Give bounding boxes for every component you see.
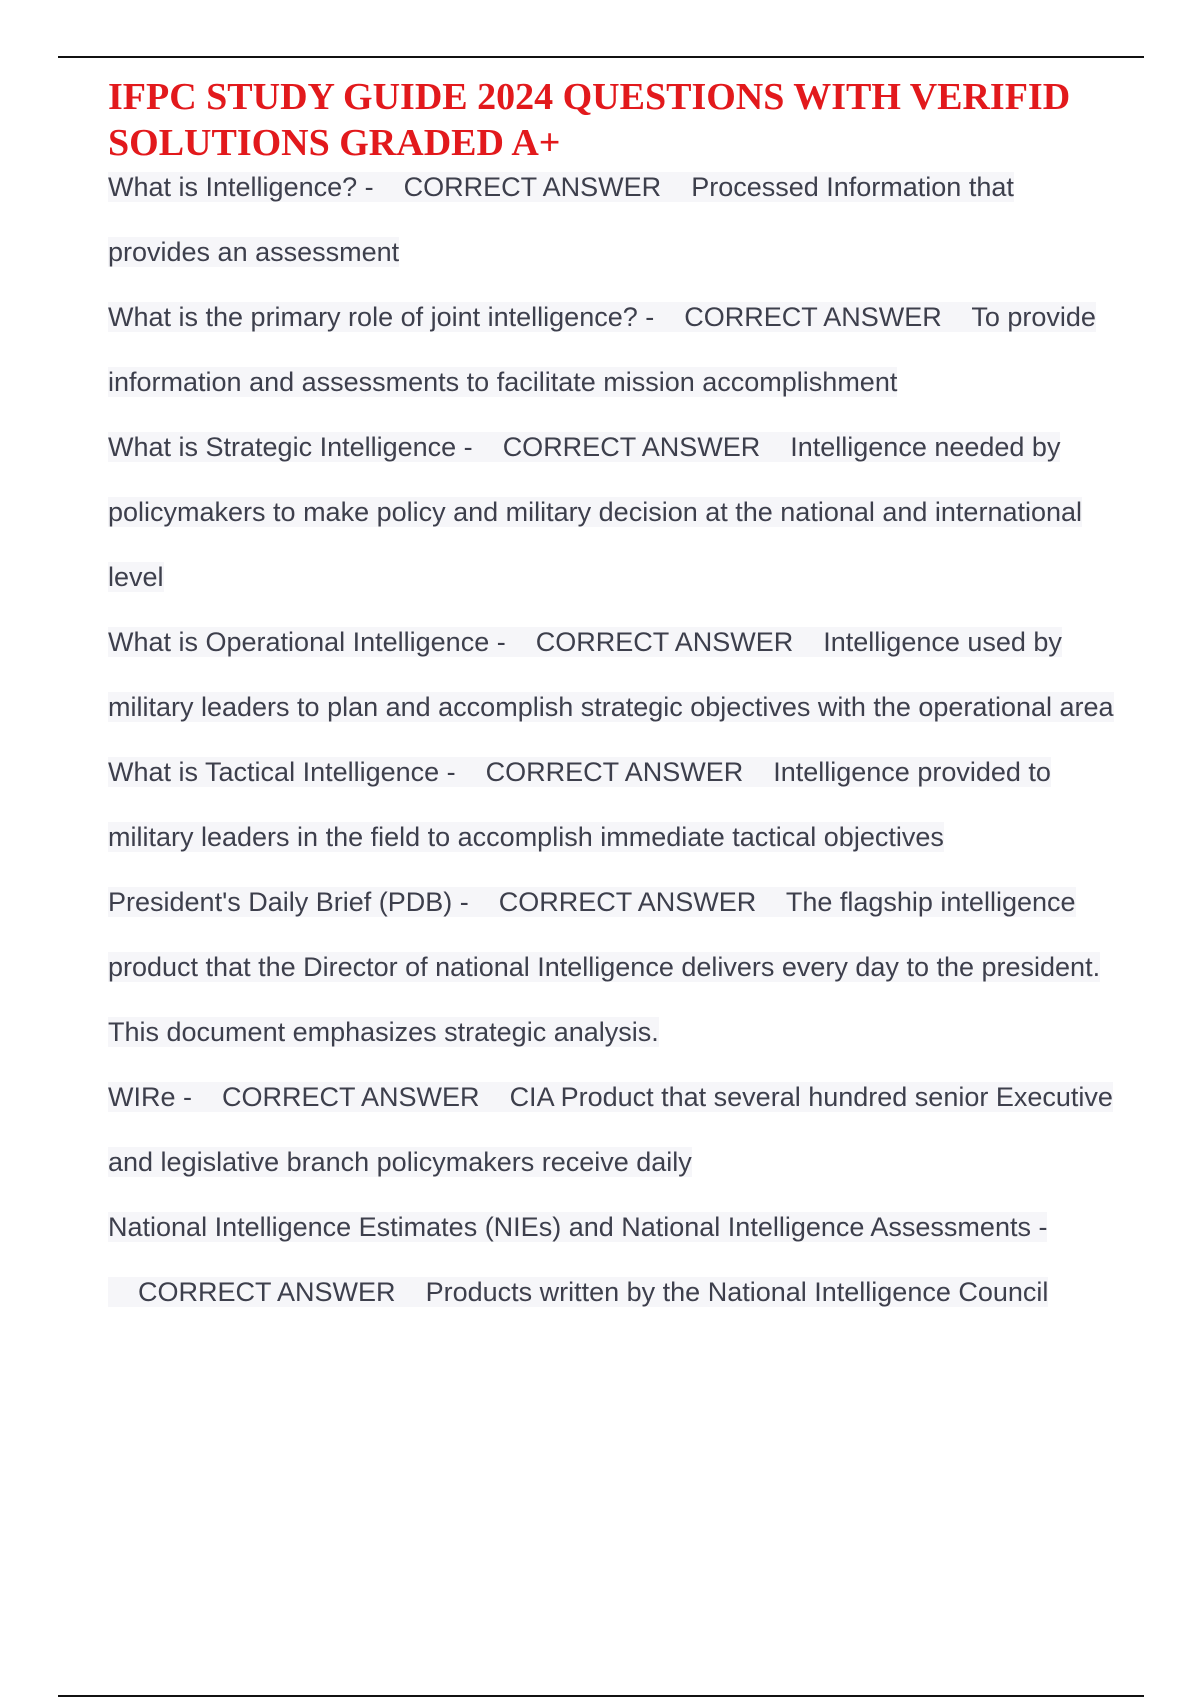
qa-item bbox=[108, 285, 1118, 415]
qa-item bbox=[108, 415, 1118, 610]
answer-marker: CORRECT ANSWER bbox=[403, 172, 662, 202]
question-text: What is Intelligence? - bbox=[108, 172, 374, 202]
question-text: President's Daily Brief (PDB) - bbox=[108, 887, 469, 917]
question-text: What is Strategic Intelligence - bbox=[108, 432, 473, 462]
answer-text: The flagship intelligence product that the Director of national Intelligence delivers every day to the president. This document emphasizes strategic analysis. bbox=[108, 887, 1101, 1047]
qa-item bbox=[108, 870, 1118, 1065]
qa-item bbox=[108, 1195, 1118, 1325]
qa-item bbox=[108, 155, 1118, 285]
qa-item bbox=[108, 1065, 1118, 1195]
answer-marker: CORRECT ANSWER bbox=[138, 1277, 396, 1307]
answer-marker: CORRECT ANSWER bbox=[485, 757, 744, 787]
answer-text: Intelligence used by military leaders to plan and accomplish strategic objectives with the operational area bbox=[108, 627, 1114, 722]
answer-text: Intelligence provided to military leaders in the field to accomplish immediate tactical objectives bbox=[108, 757, 1051, 852]
bottom-rule bbox=[58, 1695, 1144, 1697]
answer-text: CIA Product that several hundred senior Executive and legislative branch policymakers receive daily bbox=[108, 1082, 1113, 1177]
qa-list bbox=[108, 155, 1118, 1325]
answer-text: Intelligence needed by policymakers to make policy and military decision at the national and international level bbox=[108, 432, 1083, 592]
top-rule bbox=[58, 56, 1144, 58]
question-text: What is Tactical Intelligence - bbox=[108, 757, 456, 787]
question-text: What is the primary role of joint intelligence? - bbox=[108, 302, 655, 332]
answer-marker: CORRECT ANSWER bbox=[498, 887, 757, 917]
question-text: What is Operational Intelligence - bbox=[108, 627, 506, 657]
answer-text: To provide information and assessments to facilitate mission accomplishment bbox=[108, 302, 1096, 397]
answer-marker: CORRECT ANSWER bbox=[502, 432, 761, 462]
answer-marker: CORRECT ANSWER bbox=[684, 302, 942, 332]
answer-marker: CORRECT ANSWER bbox=[222, 1082, 480, 1112]
question-text: National Intelligence Estimates (NIEs) and National Intelligence Assessments - bbox=[108, 1212, 1048, 1242]
qa-item bbox=[108, 610, 1118, 740]
qa-item bbox=[108, 740, 1118, 870]
answer-text: Processed Information that provides an assessment bbox=[108, 172, 1014, 267]
question-text: WIRe - bbox=[108, 1082, 192, 1112]
document-title: IFPC STUDY GUIDE 2024 QUESTIONS WITH VERIFID SOLUTIONS GRADED A+ bbox=[108, 76, 1071, 164]
answer-text: Products written by the National Intelligence Council bbox=[425, 1277, 1049, 1307]
answer-marker: CORRECT ANSWER bbox=[535, 627, 794, 657]
